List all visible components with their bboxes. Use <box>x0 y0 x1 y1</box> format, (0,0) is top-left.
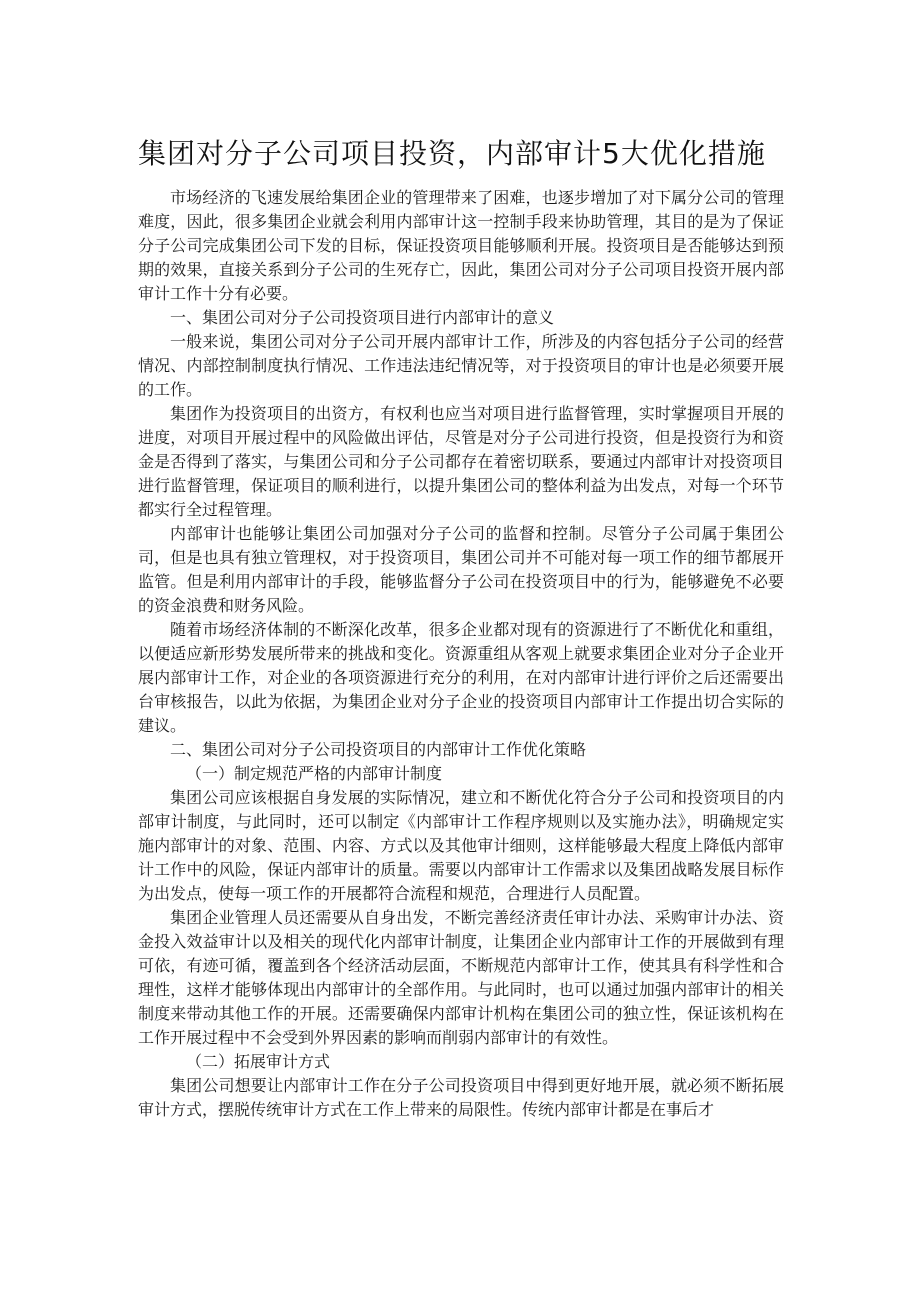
intro-paragraph: 市场经济的飞速发展给集团企业的管理带来了困难，也逐步增加了对下属分公司的管理难度，因此，很多集团企业就会利用内部审计这一控制手段来协助管理，其目的是为了保证分子公司完成集团公司下发的目标，保证投资项目能够顺利开展。投资项目是否能够达到预期的效果，直接关系到分子公司的生死存亡，因此，集团公司对分子公司项目投资开展内部审计工作十分有必要。 <box>138 188 784 303</box>
document-page <box>138 134 784 1122</box>
body-paragraph: 一般来说，集团公司对分子公司开展内部审计工作，所涉及的内容包括分子公司的经营情况、内部控制制度执行情况、工作违法违纪情况等，对于投资项目的审计也是必须要开展的工作。 <box>138 332 784 399</box>
section-heading-2: 二、集团公司对分子公司投资项目的内部审计工作优化策略 <box>170 740 587 759</box>
body-paragraph: 集团公司应该根据自身发展的实际情况，建立和不断优化符合分子公司和投资项目的内部审计制度，与此同时，还可以制定《内部审计工作程序规则以及实施办法》，明确规定实施内部审计的对象、范围、内容、方式以及其他审计细则，这样能够最大程度上降低内部审计工作中的风险，保证内部审计的质量。需要以内部审计工作需求以及集团战略发展目标作为出发点，使每一项工作的开展都符合流程和规范，合理进行人员配置。 <box>138 788 784 903</box>
subsection-heading-2: （二）拓展审计方式 <box>186 1052 331 1071</box>
body-paragraph: 集团企业管理人员还需要从自身出发，不断完善经济责任审计办法、采购审计办法、资金投入效益审计以及相关的现代化内部审计制度，让集团企业内部审计工作的开展做到有理可依，有迹可循，覆盖到各个经济活动层面，不断规范内部审计工作，使其具有科学性和合理性，这样才能够体现出内部审计的全部作用。与此同时，也可以通过加强内部审计的相关制度来带动其他工作的开展。还需要确保内部审计机构在集团公司的独立性，保证该机构在工作开展过程中不会受到外界因素的影响而削弱内部审计的有效性。 <box>138 908 784 1047</box>
section-heading-1: 一、集团公司对分子公司投资项目进行内部审计的意义 <box>170 308 555 327</box>
body-paragraph: 集团作为投资项目的出资方，有权利也应当对项目进行监督管理，实时掌握项目开展的进度，对项目开展过程中的风险做出评估，尽管是对分子公司进行投资，但是投资行为和资金是否得到了落实，与集团公司和分子公司都存在着密切联系，要通过内部审计对投资项目进行监督管理，保证项目的顺利进行，以提升集团公司的整体利益为出发点，对每一个环节都实行全过程管理。 <box>138 404 784 519</box>
body-paragraph: 随着市场经济体制的不断深化改革，很多企业都对现有的资源进行了不断优化和重组，以便适应新形势发展所带来的挑战和变化。资源重组从客观上就要求集团企业对分子企业开展内部审计工作，对企业的各项资源进行充分的利用，在对内部审计进行评价之后还需要出台审核报告，以此为依据，为集团企业对分子企业的投资项目内部审计工作提出切合实际的建议。 <box>138 620 784 735</box>
subsection-heading-1: （一）制定规范严格的内部审计制度 <box>186 764 443 783</box>
document-title: 集团对分子公司项目投资，内部审计5大优化措施 <box>138 137 766 170</box>
body-paragraph: 集团公司想要让内部审计工作在分子公司投资项目中得到更好地开展，就必须不断拓展审计方式，摆脱传统审计方式在工作上带来的局限性。传统内部审计都是在事后才 <box>138 1076 784 1119</box>
body-paragraph: 内部审计也能够让集团公司加强对分子公司的监督和控制。尽管分子公司属于集团公司，但是也具有独立管理权，对于投资项目，集团公司并不可能对每一项工作的细节都展开监管。但是利用内部审计的手段，能够监督分子公司在投资项目中的行为，能够避免不必要的资金浪费和财务风险。 <box>138 524 784 615</box>
